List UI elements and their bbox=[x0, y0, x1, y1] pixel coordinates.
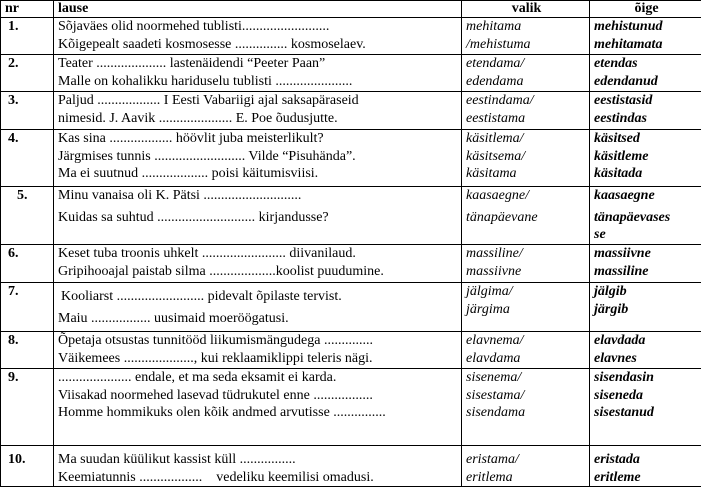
choice: massiline/ bbox=[466, 246, 523, 261]
choice: eestistama bbox=[466, 110, 526, 126]
sentence: Ma ei suutnud ................... poisi käitumisviisi. bbox=[58, 166, 319, 181]
answer: se bbox=[594, 227, 606, 242]
sentence: Väikemees ...................., kui reklaamiklippi teleris nägi. bbox=[58, 350, 373, 366]
choice: eristama/ bbox=[466, 452, 519, 467]
sentence-cell bbox=[54, 332, 462, 369]
choice-cell bbox=[462, 130, 590, 187]
choice: sisestama/ bbox=[466, 387, 525, 403]
row-number: 7. bbox=[1, 283, 54, 332]
answer: käsitsed bbox=[594, 131, 640, 146]
choice-cell bbox=[462, 18, 590, 55]
table-row bbox=[1, 18, 701, 55]
answer-cell bbox=[590, 130, 701, 187]
row-number: 5. bbox=[1, 187, 54, 245]
answer: siseneda bbox=[594, 387, 643, 403]
answer: massiline bbox=[594, 263, 649, 279]
answer: järgib bbox=[594, 301, 629, 317]
sentence: Järgmises tunnis .......................... Vilde “Pisuhända”. bbox=[58, 148, 356, 164]
choice: etendama/ bbox=[466, 56, 525, 71]
sentence: Keset tuba troonis uhkelt ........................ diivanilaud. bbox=[58, 246, 356, 261]
row-number: 4. bbox=[1, 130, 54, 187]
sentence: nimesid. J. Aavik ..................... E. Poe õudusjutte. bbox=[58, 110, 338, 126]
sentence: Sõjaväes olid noormehed tublisti......................... bbox=[58, 19, 330, 34]
choice: eestindama/ bbox=[466, 93, 534, 108]
choice-cell bbox=[462, 92, 590, 130]
table-row bbox=[1, 187, 701, 245]
sentence: Kas sina .................. höövlit juba meisterlikult? bbox=[58, 131, 324, 146]
sentence: Keemiatunnis .................. vedeliku keemilisi omadusi. bbox=[58, 469, 374, 485]
choice-cell bbox=[462, 283, 590, 332]
choice: edendama bbox=[466, 73, 524, 89]
header-lause: lause bbox=[54, 1, 462, 18]
answer-cell bbox=[590, 245, 701, 283]
sentence: Ma suudan küülikut kassist küll ................ bbox=[58, 452, 296, 467]
table-row bbox=[1, 369, 701, 446]
choice-cell bbox=[462, 446, 590, 487]
answer-cell bbox=[590, 446, 701, 487]
choice-cell bbox=[462, 187, 590, 245]
choice: massiivne bbox=[466, 263, 522, 279]
sentence: Paljud .................. I Eesti Vabariigi ajal saksapäraseid bbox=[58, 93, 359, 108]
choice-cell bbox=[462, 55, 590, 92]
answer: edendanud bbox=[594, 73, 658, 89]
sentence: Homme hommikuks olen kõik andmed arvutisse ............... bbox=[58, 405, 386, 420]
answer: eestindas bbox=[594, 110, 647, 126]
table-row bbox=[1, 446, 701, 487]
row-number: 3. bbox=[1, 92, 54, 130]
choice: /mehistuma bbox=[466, 36, 531, 52]
row-number: 1. bbox=[1, 18, 54, 55]
answer-cell bbox=[590, 55, 701, 92]
choice: eritlema bbox=[466, 469, 513, 485]
sentence-cell bbox=[54, 369, 462, 446]
answer: sisendasin bbox=[594, 370, 654, 385]
choice: jälgima/ bbox=[466, 284, 513, 299]
choice: mehitama bbox=[466, 19, 522, 34]
answer: käsitada bbox=[594, 166, 643, 181]
sentence-cell bbox=[54, 245, 462, 283]
answer-cell bbox=[590, 283, 701, 332]
choice: järgima bbox=[466, 301, 510, 317]
answer-cell bbox=[590, 187, 701, 245]
answer: kaasaegne bbox=[594, 188, 655, 203]
sentence: ..................... endale, et ma seda eksamit ei karda. bbox=[58, 370, 337, 385]
answer: elavdada bbox=[594, 333, 646, 348]
sentence-cell bbox=[54, 283, 462, 332]
choice: tänapäevane bbox=[466, 209, 538, 225]
answer: elavnes bbox=[594, 350, 637, 366]
sentence: Viisakad noormehed lasevad tüdrukutel enne ................. bbox=[58, 387, 373, 403]
table-row bbox=[1, 55, 701, 92]
answer-cell bbox=[590, 92, 701, 130]
choice: elavnema/ bbox=[466, 333, 524, 348]
row-number: 6. bbox=[1, 245, 54, 283]
sentence: Kuidas sa suhtud ............................ kirjandusse? bbox=[58, 209, 329, 225]
sentence: Kõigepealt saadeti kosmosesse ............... kosmoselaev. bbox=[58, 36, 366, 52]
sentence-cell bbox=[54, 446, 462, 487]
choice: sisenema/ bbox=[466, 370, 522, 385]
answer: mehistunud bbox=[594, 19, 663, 34]
sentence: Maiu ................. uusimaid moeröögatusi. bbox=[58, 310, 289, 326]
answer-cell bbox=[590, 332, 701, 369]
answer-cell bbox=[590, 18, 701, 55]
answer: eristada bbox=[594, 452, 640, 467]
answer: jälgib bbox=[594, 284, 627, 299]
answer: sisestanud bbox=[594, 405, 654, 420]
choice: käsitsema/ bbox=[466, 148, 526, 164]
header-nr: nr bbox=[1, 1, 54, 18]
choice-cell bbox=[462, 369, 590, 446]
sentence-cell bbox=[54, 18, 462, 55]
answer: mehitamata bbox=[594, 36, 663, 52]
row-number: 10. bbox=[1, 446, 54, 487]
row-number: 2. bbox=[1, 55, 54, 92]
sentence: Õpetaja otsustas tunnitööd liikumismängudega .............. bbox=[58, 333, 373, 348]
table-row bbox=[1, 245, 701, 283]
answer: käsitleme bbox=[594, 148, 649, 164]
sentence: Malle on kohalikku hariduselu tublisti ...................... bbox=[58, 73, 353, 89]
choice-cell bbox=[462, 332, 590, 369]
header-valik: valik bbox=[462, 1, 590, 18]
table-row bbox=[1, 130, 701, 187]
table-row bbox=[1, 92, 701, 130]
answer-cell bbox=[590, 369, 701, 446]
answer: eestistasid bbox=[594, 93, 653, 108]
sentence: Teater .................... lastenäidendi “Peeter Paan” bbox=[58, 56, 326, 71]
sentence-cell bbox=[54, 55, 462, 92]
sentence-cell bbox=[54, 92, 462, 130]
table-row bbox=[1, 283, 701, 332]
choice: käsitama bbox=[466, 166, 517, 181]
answer: etendas bbox=[594, 56, 638, 71]
table-row bbox=[1, 332, 701, 369]
sentence: Gripihooajal paistab silma ...................koolist puudumine. bbox=[58, 263, 384, 279]
answer: eritleme bbox=[594, 469, 641, 485]
answer: tänapäevases bbox=[594, 209, 671, 225]
sentence: Minu vanaisa oli K. Pätsi ............................ bbox=[58, 188, 302, 203]
choice: sisendama bbox=[466, 405, 526, 420]
answer: massiivne bbox=[594, 246, 651, 261]
row-number: 8. bbox=[1, 332, 54, 369]
sentence-cell bbox=[54, 130, 462, 187]
choice-cell bbox=[462, 245, 590, 283]
sentence-cell bbox=[54, 187, 462, 245]
header-row bbox=[1, 1, 701, 18]
row-number: 9. bbox=[1, 369, 54, 446]
choice: kaasaegne/ bbox=[466, 188, 529, 203]
sentence: Kooliarst ......................... pidevalt õpilaste tervist. bbox=[61, 289, 342, 304]
header-oige: õige bbox=[590, 1, 701, 18]
choice: käsitlema/ bbox=[466, 131, 524, 146]
choice: elavdama bbox=[466, 350, 521, 366]
